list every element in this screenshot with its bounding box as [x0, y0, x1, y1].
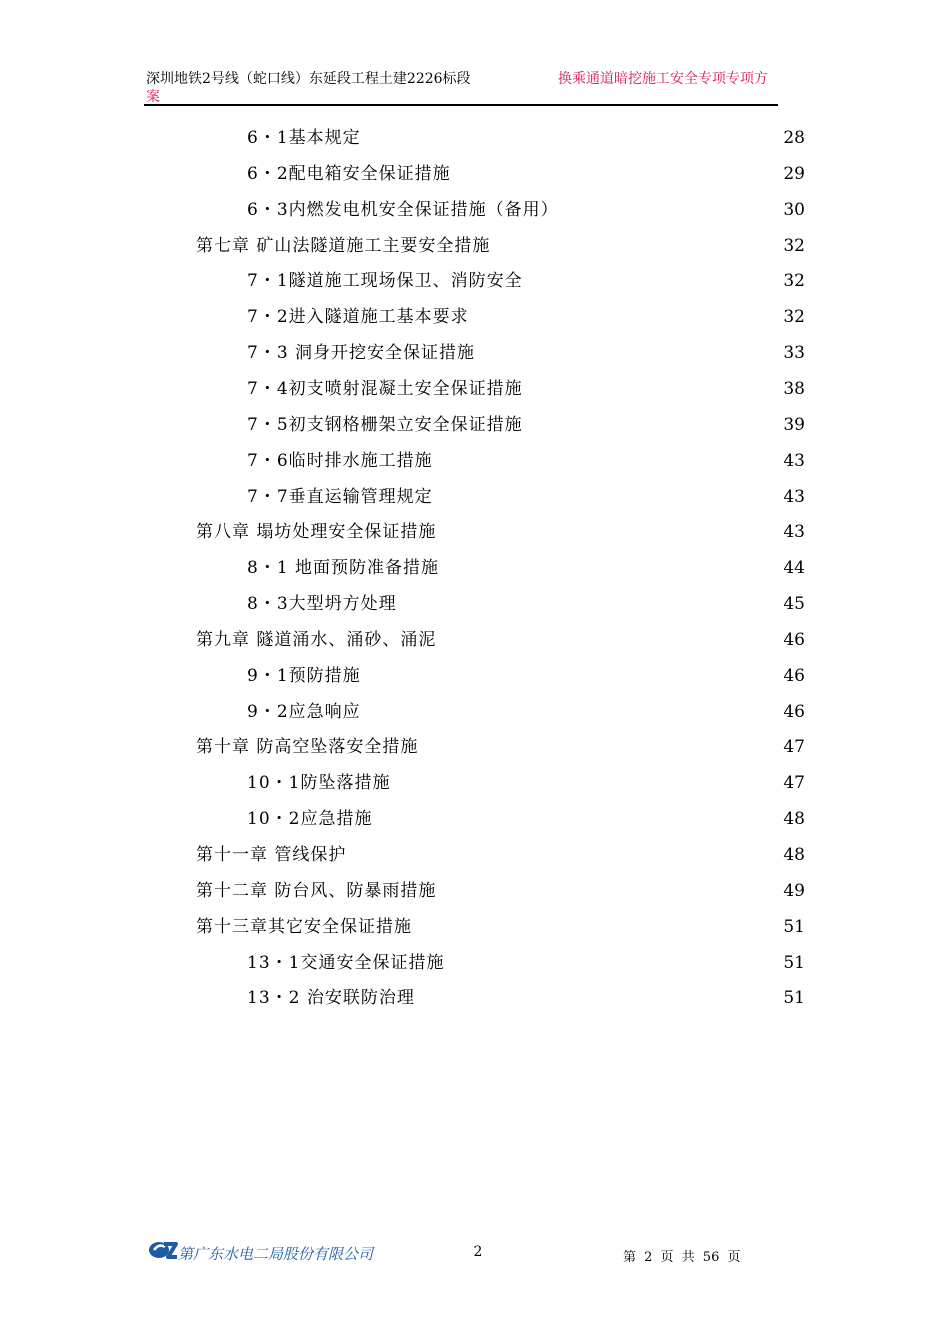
- toc-chapter-label: 第十一章 管线保护: [196, 845, 347, 865]
- toc-page-number: 51: [783, 953, 805, 973]
- toc-page-number: 32: [783, 236, 805, 256]
- toc-page-number: 39: [783, 415, 805, 435]
- footer-company-name: 第广东水电二局股份有限公司: [178, 1245, 374, 1263]
- toc-page-number: 49: [783, 881, 805, 901]
- header-right-title: 换乘通道暗挖施工安全专项专项方: [558, 71, 768, 87]
- toc-page-number: 32: [783, 307, 805, 327]
- toc-page-number: 45: [783, 594, 805, 614]
- toc-chapter-label: 第九章 隧道涌水、涌砂、涌泥: [196, 630, 437, 650]
- toc-page-number: 44: [783, 558, 805, 578]
- toc-section-label: 10・2应急措施: [247, 809, 373, 829]
- toc-section-label: 9・2应急响应: [247, 702, 361, 722]
- toc-page-number: 43: [783, 451, 805, 471]
- header-left-title: [146, 70, 526, 106]
- toc-section-label: 10・1防坠落措施: [247, 773, 391, 793]
- toc-chapter-label: 第十二章 防台风、防暴雨措施: [196, 881, 437, 901]
- toc-chapter-label: 第十章 防高空坠落安全措施: [196, 737, 419, 757]
- toc-page-number: 51: [783, 917, 805, 937]
- toc-section-label: 7・1隧道施工现场保卫、消防安全: [247, 271, 523, 291]
- header-left-title-cont: 案: [146, 89, 160, 105]
- toc-page-number: 48: [783, 809, 805, 829]
- toc-section-label: 6・2配电箱安全保证措施: [247, 164, 451, 184]
- toc-section-label: 6・3内燃发电机安全保证措施（备用）: [247, 200, 559, 220]
- toc-page-number: 48: [783, 845, 805, 865]
- toc-page-number: 32: [783, 271, 805, 291]
- toc-page-number: 43: [783, 487, 805, 507]
- toc-page-number: 46: [783, 630, 805, 650]
- toc-page-number: 46: [783, 666, 805, 686]
- toc-page-number: 51: [783, 988, 805, 1008]
- toc-section-label: 7・4初支喷射混凝土安全保证措施: [247, 379, 523, 399]
- toc-chapter-label: 第十三章其它安全保证措施: [196, 917, 412, 937]
- header-divider: [144, 104, 778, 106]
- toc-page-number: 43: [783, 522, 805, 542]
- toc-section-label: 7・6临时排水施工措施: [247, 451, 433, 471]
- toc-page-number: 30: [783, 200, 805, 220]
- toc-section-label: 7・2进入隧道施工基本要求: [247, 307, 469, 327]
- toc-section-label: 9・1预防措施: [247, 666, 361, 686]
- toc-section-label: 8・1 地面预防准备措施: [247, 558, 440, 578]
- toc-chapter-label: 第七章 矿山法隧道施工主要安全措施: [196, 236, 491, 256]
- toc-section-label: 7・5初支钢格栅架立安全保证措施: [247, 415, 523, 435]
- toc-chapter-label: 第八章 塌坊处理安全保证措施: [196, 522, 437, 542]
- toc-section-label: 13・1交通安全保证措施: [247, 953, 445, 973]
- company-logo-icon: [148, 1238, 178, 1262]
- toc-page-number: 46: [783, 702, 805, 722]
- header-left-title-main: 深圳地铁2号线（蛇口线）东延段工程土建2226标段: [146, 71, 471, 87]
- toc-section-label: 7・3 洞身开挖安全保证措施: [247, 343, 476, 363]
- toc-section-label: 6・1基本规定: [247, 128, 361, 148]
- toc-page-number: 28: [783, 128, 805, 148]
- toc-section-label: 13・2 治安联防治理: [247, 988, 415, 1008]
- toc-page-number: 47: [783, 737, 805, 757]
- toc-page-number: 38: [783, 379, 805, 399]
- toc-section-label: 8・3大型坍方处理: [247, 594, 397, 614]
- toc-section-label: 7・7垂直运输管理规定: [247, 487, 433, 507]
- toc-page-number: 33: [783, 343, 805, 363]
- toc-page-number: 47: [783, 773, 805, 793]
- footer-page-number: 2: [473, 1244, 483, 1260]
- footer-page-count: 第 2 页 共 56 页: [623, 1250, 741, 1265]
- toc-page-number: 29: [783, 164, 805, 184]
